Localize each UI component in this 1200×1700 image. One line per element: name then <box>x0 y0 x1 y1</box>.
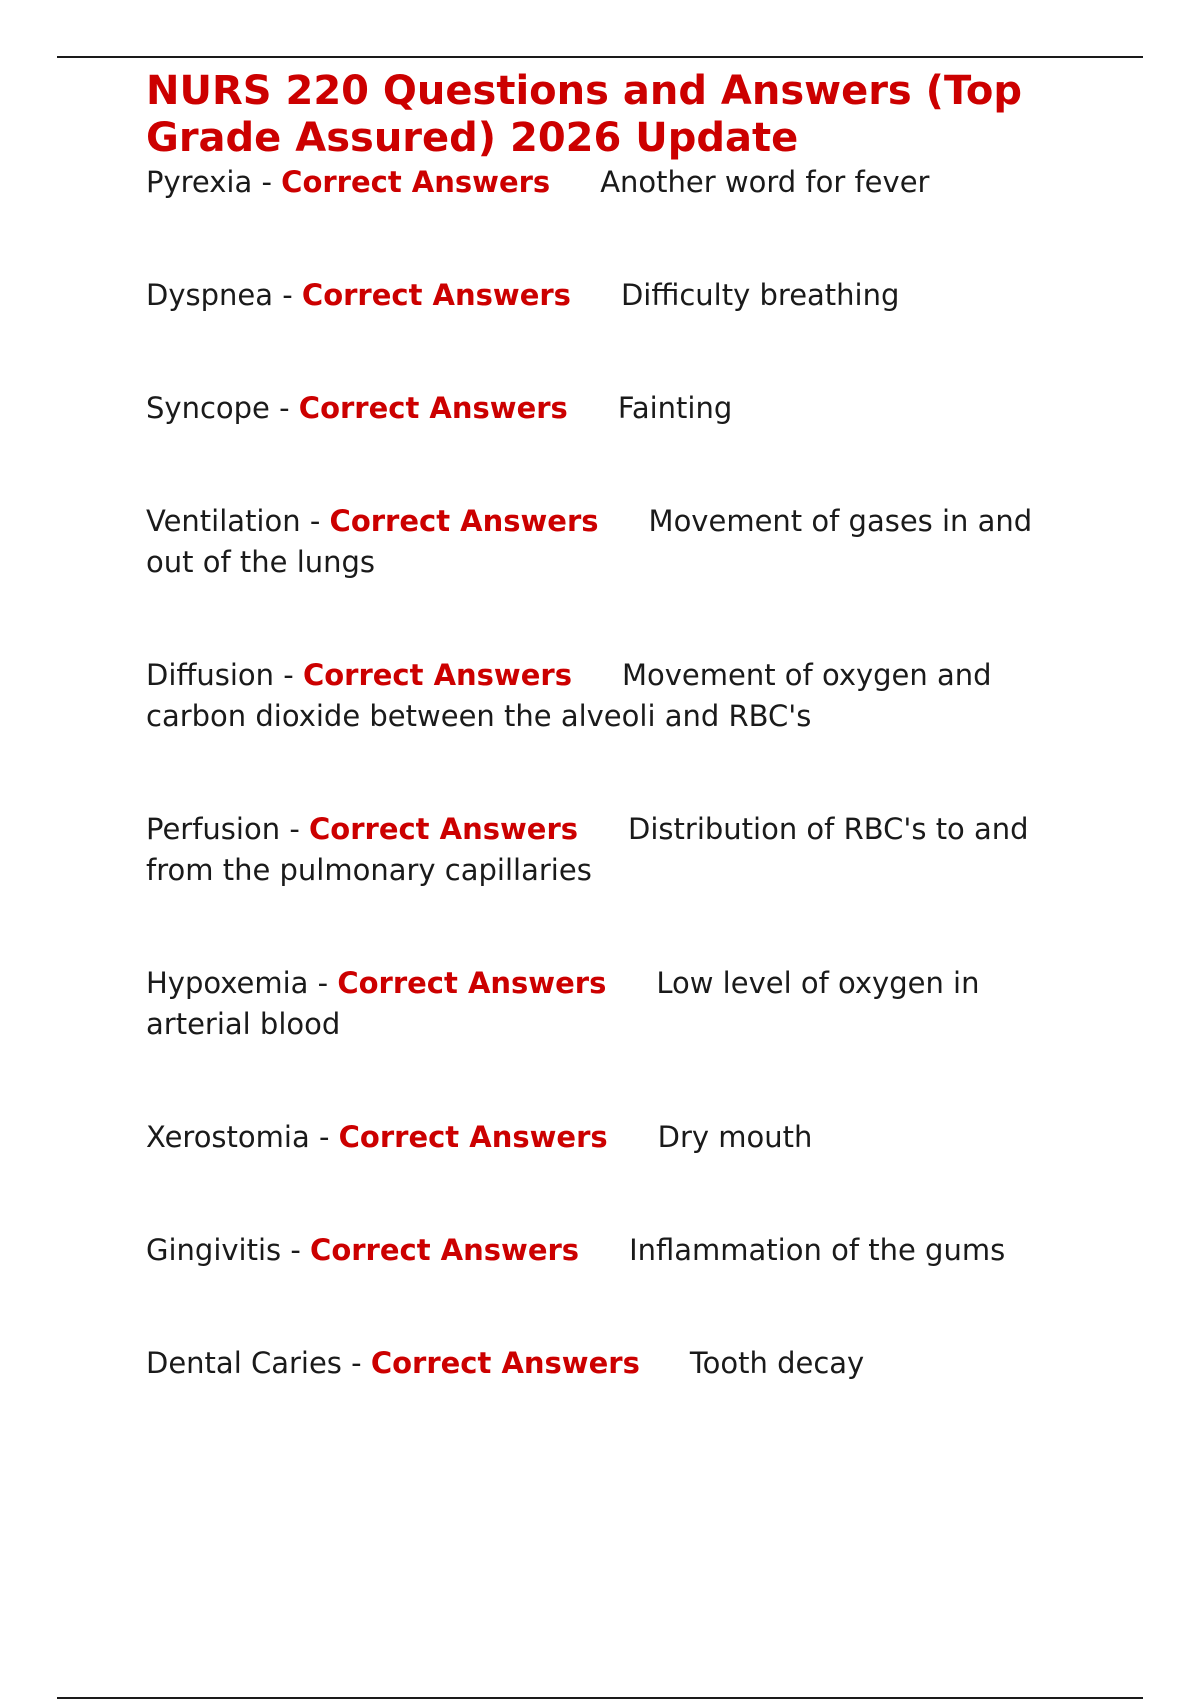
term: Dyspnea <box>146 278 274 312</box>
qa-item-diffusion <box>146 655 1086 737</box>
term: Hypoxemia <box>146 966 309 1000</box>
answer: Movement of oxygen and carbon dioxide between the alveoli and RBC's <box>146 658 992 733</box>
qa-item-dyspnea <box>146 275 1086 316</box>
answer: Another word for fever <box>600 165 930 199</box>
answer-label: Correct Answers <box>302 658 572 692</box>
answer: Tooth decay <box>689 1346 865 1380</box>
separator: - <box>282 278 293 312</box>
answer: Movement of gases in and out of the lungs <box>146 504 1033 579</box>
qa-item-dental-caries <box>146 1343 1086 1384</box>
document-body <box>146 68 1086 1384</box>
answer: Dry mouth <box>657 1120 813 1154</box>
separator: - <box>317 966 329 1000</box>
separator: - <box>309 504 321 538</box>
bottom-rule <box>57 1697 1143 1699</box>
qa-item-gingivitis <box>146 1230 1086 1271</box>
separator: - <box>351 1346 362 1380</box>
separator: - <box>279 391 290 425</box>
term: Dental Caries <box>146 1346 342 1380</box>
separator: - <box>290 1233 301 1267</box>
term: Xerostomia <box>146 1120 310 1154</box>
answer-label: Correct Answers <box>370 1346 640 1380</box>
separator: - <box>261 165 272 199</box>
answer-label: Correct Answers <box>301 278 571 312</box>
answer-label: Correct Answers <box>338 1120 608 1154</box>
answer: Low level of oxygen in arterial blood <box>146 966 980 1041</box>
qa-item-xerostomia <box>146 1117 1086 1158</box>
answer-label: Correct Answers <box>329 504 599 538</box>
answer: Difficulty breathing <box>620 278 900 312</box>
top-rule <box>57 56 1143 58</box>
qa-item-ventilation <box>146 501 1086 583</box>
term: Syncope <box>146 391 270 425</box>
answer-label: Correct Answers <box>310 1233 580 1267</box>
answer-label: Correct Answers <box>298 391 568 425</box>
separator: - <box>318 1120 330 1154</box>
term: Ventilation <box>146 504 301 538</box>
qa-item-pyrexia <box>146 162 1086 203</box>
answer: Distribution of RBC's to and from the pulmonary capillaries <box>146 812 1029 887</box>
answer: Inflammation of the gums <box>629 1233 1006 1267</box>
term: Pyrexia <box>146 165 253 199</box>
qa-item-perfusion <box>146 809 1086 891</box>
qa-list <box>146 162 1086 1384</box>
qa-item-hypoxemia <box>146 963 1086 1045</box>
separator: - <box>289 812 300 846</box>
qa-item-syncope <box>146 388 1086 429</box>
term: Gingivitis <box>146 1233 282 1267</box>
answer-label: Correct Answers <box>281 165 551 199</box>
separator: - <box>283 658 294 692</box>
answer-label: Correct Answers <box>337 966 607 1000</box>
term: Diffusion <box>146 658 275 692</box>
term: Perfusion <box>146 812 281 846</box>
answer: Fainting <box>617 391 733 425</box>
document-title: NURS 220 Questions and Answers (Top Grade Assured) 2026 Update <box>146 68 1023 161</box>
answer-label: Correct Answers <box>309 812 579 846</box>
